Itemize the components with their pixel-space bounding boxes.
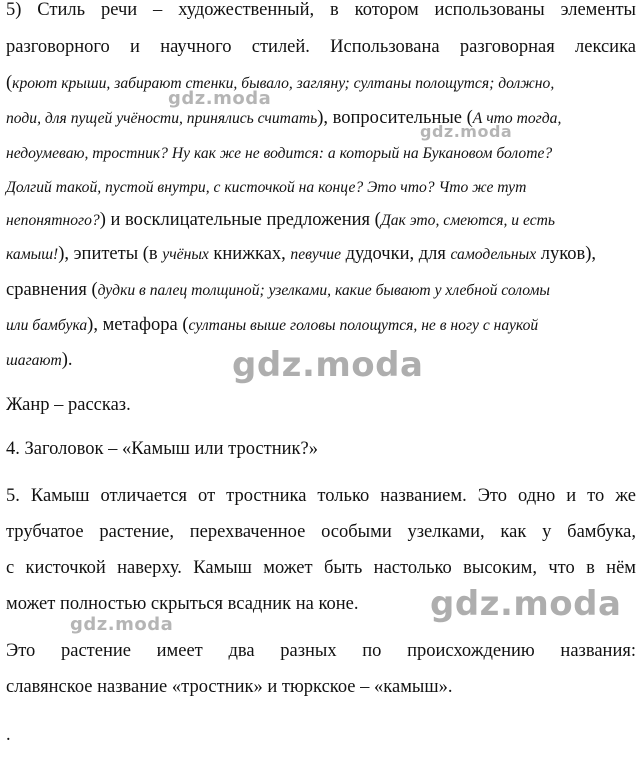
trailing-dot: . (6, 725, 11, 745)
genre-line: Жанр – рассказ. (6, 395, 131, 415)
text-line: или бамбука), метафора (султаны выше головы полощутся, не в ногу с наукой (6, 315, 539, 335)
text-line: сравнения (дудки в палец толщиной; узелками, какие бывают у хлебной соломы (6, 280, 550, 300)
watermark: gdz.moda (168, 88, 272, 109)
watermark: gdz.moda (232, 345, 424, 385)
text-line: разговорного и научного стилей. Использована разговорная лексика (6, 37, 636, 57)
title-line: 4. Заголовок – «Камыш или тростник?» (6, 439, 318, 459)
watermark: gdz.moda (430, 584, 622, 624)
text-line: недоумеваю, тростник? Ну как же не водится: а который на Букановом болоте? (6, 145, 553, 162)
text-line: может полностью скрыться всадник на коне. (6, 594, 359, 614)
text-line: непонятного?) и восклицательные предложения (Дак это, смеются, и есть (6, 210, 555, 230)
text-line: Это растение имеет два разных по происхождению названия: (6, 641, 636, 661)
text-line: камыш!), эпитеты (в учёных книжках, певучие дудочки, для самодельных луков), (6, 244, 597, 264)
text-line: 5) Стиль речи – художественный, в котором использованы элементы (6, 0, 636, 20)
text-line: поди, для пущей учёности, принялись считать), вопросительные (А что тогда, (6, 108, 562, 128)
text-line: 5. Камыш отличается от тростника только названием. Это одно и то же (6, 486, 636, 506)
watermark: gdz.moda (70, 614, 174, 635)
text-line: трубчатое растение, перехваченное особыми узелками, как у бамбука, (6, 522, 636, 542)
text-line: (кроют крыши, забирают стенки, бывало, загляну; султаны полощутся; должно, (6, 73, 555, 93)
text-line: с кисточкой наверху. Камыш может быть настолько высоким, что в нём (6, 558, 636, 578)
text-line: Долгий такой, пустой внутри, с кисточкой на конце? Это что? Что же тут (6, 179, 527, 196)
text-line: славянское название «тростник» и тюркское – «камыш». (6, 677, 453, 697)
watermark: gdz.moda (420, 122, 513, 141)
text-line: шагают). (6, 350, 73, 370)
